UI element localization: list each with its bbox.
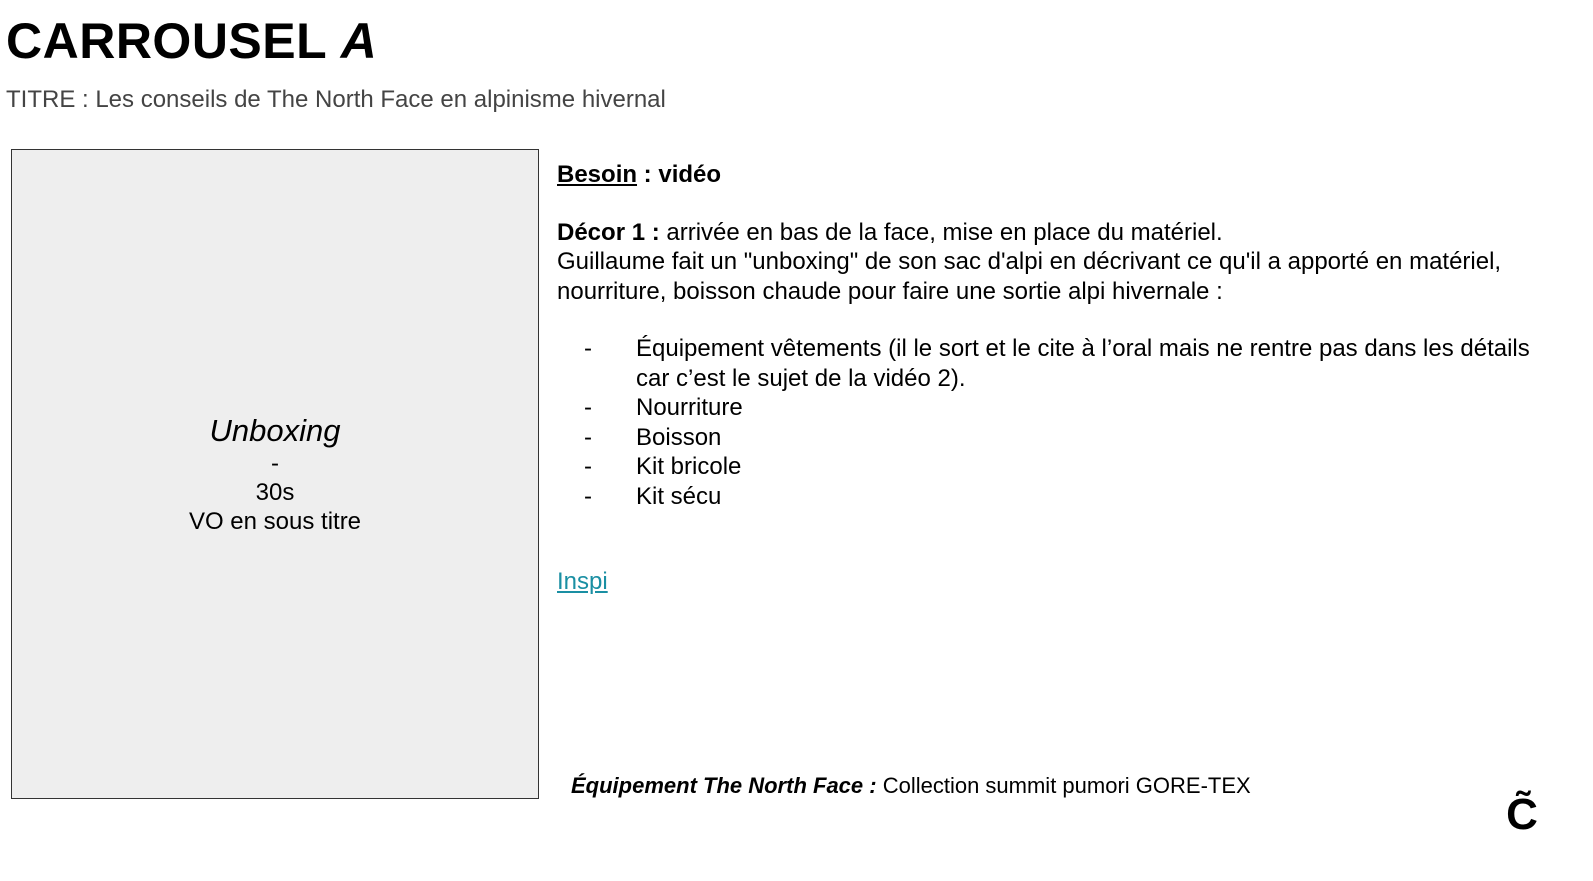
brand-logo-icon: C̃ xyxy=(1506,790,1538,839)
need-value: : vidéo xyxy=(637,161,722,188)
list-item xyxy=(557,334,1557,393)
decor-text: arrivée en bas de la face, mise en place du matériel. xyxy=(659,218,1223,246)
list-item-text: Kit bricole xyxy=(636,453,742,480)
list-item xyxy=(557,452,1557,482)
page-title-suffix: A xyxy=(340,13,378,69)
need-line xyxy=(557,160,1557,190)
video-note: VO en sous titre xyxy=(188,508,362,536)
list-item-text: Équipement vêtements (il le sort et le cite à l’oral mais ne rentre pas dans les détails car c’est le sujet de la vidéo 2). xyxy=(636,335,1530,392)
decor-description: Guillaume fait un "unboxing" de son sac d'alpi en décrivant ce qu'il a apporté en matériel, nourriture, boisson chaude pour faire une sortie alpi hivernale : xyxy=(557,248,1502,305)
decor-label: Décor 1 : xyxy=(557,218,660,246)
brief-content xyxy=(557,160,1557,597)
inspi-link[interactable]: Inspi xyxy=(557,568,608,595)
equipment-footer xyxy=(571,773,1251,799)
equipment-list xyxy=(557,334,1557,511)
decor-line xyxy=(557,218,1557,248)
list-bullet: - xyxy=(584,335,592,362)
list-item-text: Nourriture xyxy=(636,394,743,421)
equipment-value: Collection summit pumori GORE-TEX xyxy=(876,773,1251,798)
video-placeholder-box xyxy=(11,149,539,799)
list-item xyxy=(557,393,1557,423)
list-bullet: - xyxy=(584,423,592,451)
list-item xyxy=(557,423,1557,453)
list-bullet: - xyxy=(584,394,592,421)
page-subtitle: TITRE : Les conseils de The North Face en alpinisme hivernal xyxy=(6,86,666,113)
list-item-text: Kit sécu xyxy=(636,482,722,510)
video-separator: - xyxy=(271,449,279,477)
list-bullet: - xyxy=(584,453,592,480)
need-label: Besoin xyxy=(557,161,638,188)
equipment-label: Équipement The North Face : xyxy=(571,773,877,798)
video-duration: 30s xyxy=(255,478,295,506)
list-item-text: Boisson xyxy=(636,423,722,451)
list-bullet: - xyxy=(584,482,592,510)
page-title xyxy=(6,14,377,69)
list-item xyxy=(557,482,1557,512)
video-title: Unboxing xyxy=(209,412,341,448)
page-title-main: CARROUSEL xyxy=(6,13,341,69)
